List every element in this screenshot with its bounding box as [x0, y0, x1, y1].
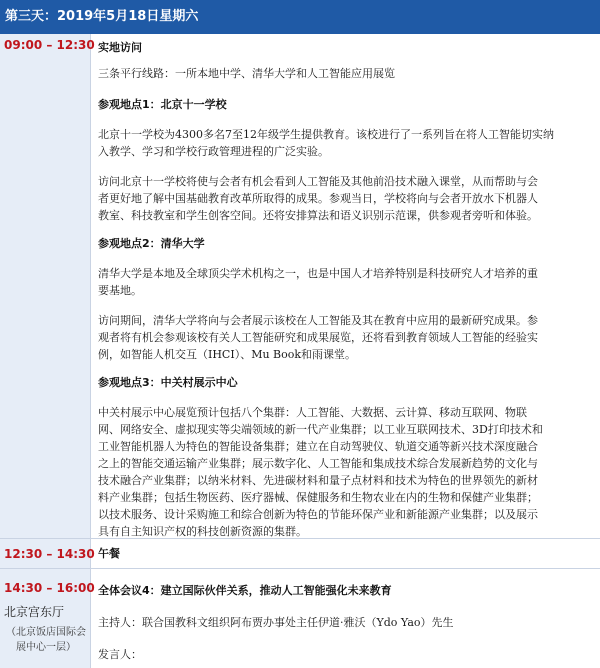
site1-para2-line: 教室、科技教室和学生创客空间。还将安排算法和语义识别示范课，供参观者旁听和体验。	[98, 209, 538, 222]
time-cell	[0, 34, 95, 538]
site-heading-2: 参观地点2：清华大学	[98, 237, 205, 250]
site3-para1-line: 具有自主知识产权的科技创新资源的集群。	[98, 525, 307, 538]
session-venue: 北京宫东厅	[4, 605, 65, 619]
session-row-lunch	[0, 539, 600, 569]
site3-para1-line: 工业智能机器人为特色的智能设备集群；建立在自动驾驶仪、轨道交通等新兴技术深度融合	[98, 440, 538, 453]
session-content	[91, 539, 600, 568]
session-title: 实地访问	[98, 41, 142, 54]
session-host: 主持人：联合国教科文组织阿布贾办事处主任伊道·雅沃（Ydo Yao）先生	[98, 616, 454, 629]
site3-para1-line: 中关村展示中心展览预计包括八个集群：人工智能、大数据、云计算、移动互联网、物联	[98, 406, 527, 419]
session-row-plenary	[0, 569, 600, 668]
time-cell	[0, 539, 95, 568]
session-venue-note: （北京饭店国际会展中心一层）	[6, 627, 86, 653]
site3-para1-line: 料产业集群；包括生物医药、医疗器械、保健服务和生物农业在内的生物和保健产业集群；	[98, 491, 538, 504]
site-heading-3: 参观地点3：中关村展示中心	[98, 376, 238, 389]
site3-para1-line: 技术融合产业集群；以纳米材料、先进碳材料和量子点材料和技术为特色的世界领先的新材	[98, 474, 538, 487]
site1-para2-line: 者更好地了解中国基础教育改革所取得的成果。参观当日，学校将向与会者开放水下机器人	[98, 192, 538, 205]
site2-para2-line: 例，如智能人机交互（IHCI）、Mu Book和雨课堂。	[98, 348, 357, 361]
session-speakers-label: 发言人：	[98, 648, 142, 661]
site1-para1-line: 入教学、学习和学校行政管理进程的广泛实验。	[98, 145, 329, 158]
site2-para2-line: 观者将有机会参观该校有关人工智能研究和成果展览，还将看到教育领域人工智能的经验实	[98, 331, 538, 344]
session-content	[91, 569, 600, 668]
site-heading-1: 参观地点1：北京十一学校	[98, 98, 227, 111]
site2-para1-line: 清华大学是本地及全球顶尖学术机构之一，也是中国人才培养特别是科技研究人才培养的重	[98, 267, 538, 280]
site2-para1-line: 要基地。	[98, 284, 142, 297]
session-time: 09:00 – 12:30	[4, 38, 95, 52]
session-title: 午餐	[98, 547, 120, 560]
session-title: 全体会议4：建立国际伙伴关系，推动人工智能强化未来教育	[98, 584, 392, 597]
site3-para1-line: 以技术服务、设计采购施工和综合创新为特色的节能环保产业和新能源产业集群；以及展示	[98, 508, 538, 521]
site1-para1-line: 北京十一学校为4300多名7至12年级学生提供教育。该校进行了一系列旨在将人工智能切实纳	[98, 128, 554, 141]
session-row-field-visit	[0, 34, 600, 539]
site3-para1-line: 之上的智能交通运输产业集群；展示数字化、人工智能和集成技术综合发展新趋势的文化与	[98, 457, 538, 470]
session-time: 14:30 – 16:00	[4, 581, 95, 595]
site2-para2-line: 访问期间，清华大学将向与会者展示该校在人工智能及其在教育中应用的最新研究成果。参	[98, 314, 538, 327]
site1-para2-line: 访问北京十一学校将使与会者有机会看到人工智能及其他前沿技术融入课堂，从而帮助与会	[98, 175, 538, 188]
site3-para1-line: 网、网络安全、虚拟现实等尖端领域的新一代产业集群；以工业互联网技术、3D打印技术和	[98, 423, 543, 436]
session-time: 12:30 – 14:30	[4, 547, 95, 561]
session-intro: 三条平行线路：一所本地中学、清华大学和人工智能应用展览	[98, 67, 395, 80]
time-cell	[0, 569, 95, 668]
session-content	[91, 34, 600, 538]
day-header: 第三天：2019年5月18日星期六	[0, 0, 600, 34]
